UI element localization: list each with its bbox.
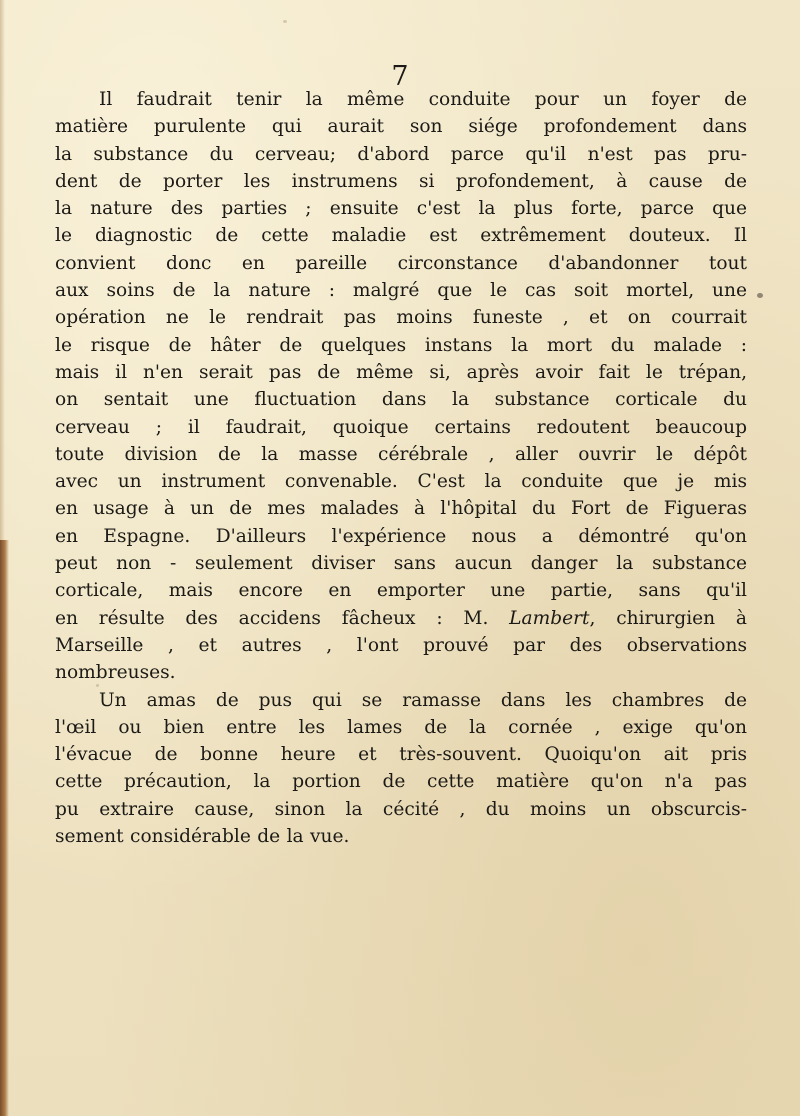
text-line: convient donc en pareille circonstance d'abandonner tout [55,252,747,274]
paper-speck [757,293,763,298]
paper-speck [283,20,287,23]
text-line: Il faudrait tenir la même conduite pour un foyer de [99,89,747,110]
text-line: le diagnostic de cette maladie est extrêmement douteux. Il [55,225,747,247]
text-line: le risque de hâter de quelques instans la mort du malade : [55,334,747,356]
text-line: opération ne le rendrait pas moins funeste , et on courrait [55,307,747,329]
text-line: peut non - seulement diviser sans aucun danger la substance [55,553,747,575]
text-line: pu extraire cause, sinon la cécité , du moins un obscurcis- [55,798,747,820]
text-line: l'évacue de bonne heure et très-souvent. Quoiqu'on ait pris [55,744,747,766]
text-line: sement considérable de la vue. [55,826,350,848]
text-line: cerveau ; il faudrait, quoique certains redoutent beaucoup [55,416,747,438]
text-line: en résulte des accidens fâcheux : M. Lambert, chirurgien à [55,607,748,629]
text-line: dent de porter les instrumens si profondement, à cause de [55,170,747,192]
text-line: toute division de la masse cérébrale , aller ouvrir le dépôt [55,443,747,465]
page-binding-edge [0,540,9,1116]
text-line: la nature des parties ; ensuite c'est la plus forte, parce que [55,198,747,220]
text-line: l'œil ou bien entre les lames de la cornée , exige qu'on [55,716,747,738]
body-text [55,86,747,850]
paragraph [55,687,747,851]
text-line: aux soins de la nature : malgré que le cas soit mortel, une [55,280,747,302]
paragraph [55,86,747,687]
text-line: nombreuses. [55,662,176,684]
text-line: matière purulente qui aurait son siége profondement dans [55,116,747,138]
text-line: Un amas de pus qui se ramasse dans les chambres de [99,689,747,711]
text-line: en Espagne. D'ailleurs l'expérience nous a démontré qu'on [55,525,747,547]
page-number: 7 [391,61,409,92]
text-line: cette précaution, la portion de cette matière qu'on n'a pas [55,771,747,793]
text-line: Marseille , et autres , l'ont prouvé par des observations [55,634,747,656]
text-line: avec un instrument convenable. C'est la conduite que je mis [55,471,747,493]
text-line: la substance du cerveau; d'abord parce qu'il n'est pas pru- [55,143,747,165]
text-line: mais il n'en serait pas de même si, après avoir fait le trépan, [55,361,747,383]
text-line: en usage à un de mes malades à l'hôpital du Fort de Figueras [55,498,747,520]
text-line: corticale, mais encore en emporter une partie, sans qu'il [55,580,747,602]
text-line: on sentait une fluctuation dans la substance corticale du [55,389,747,411]
